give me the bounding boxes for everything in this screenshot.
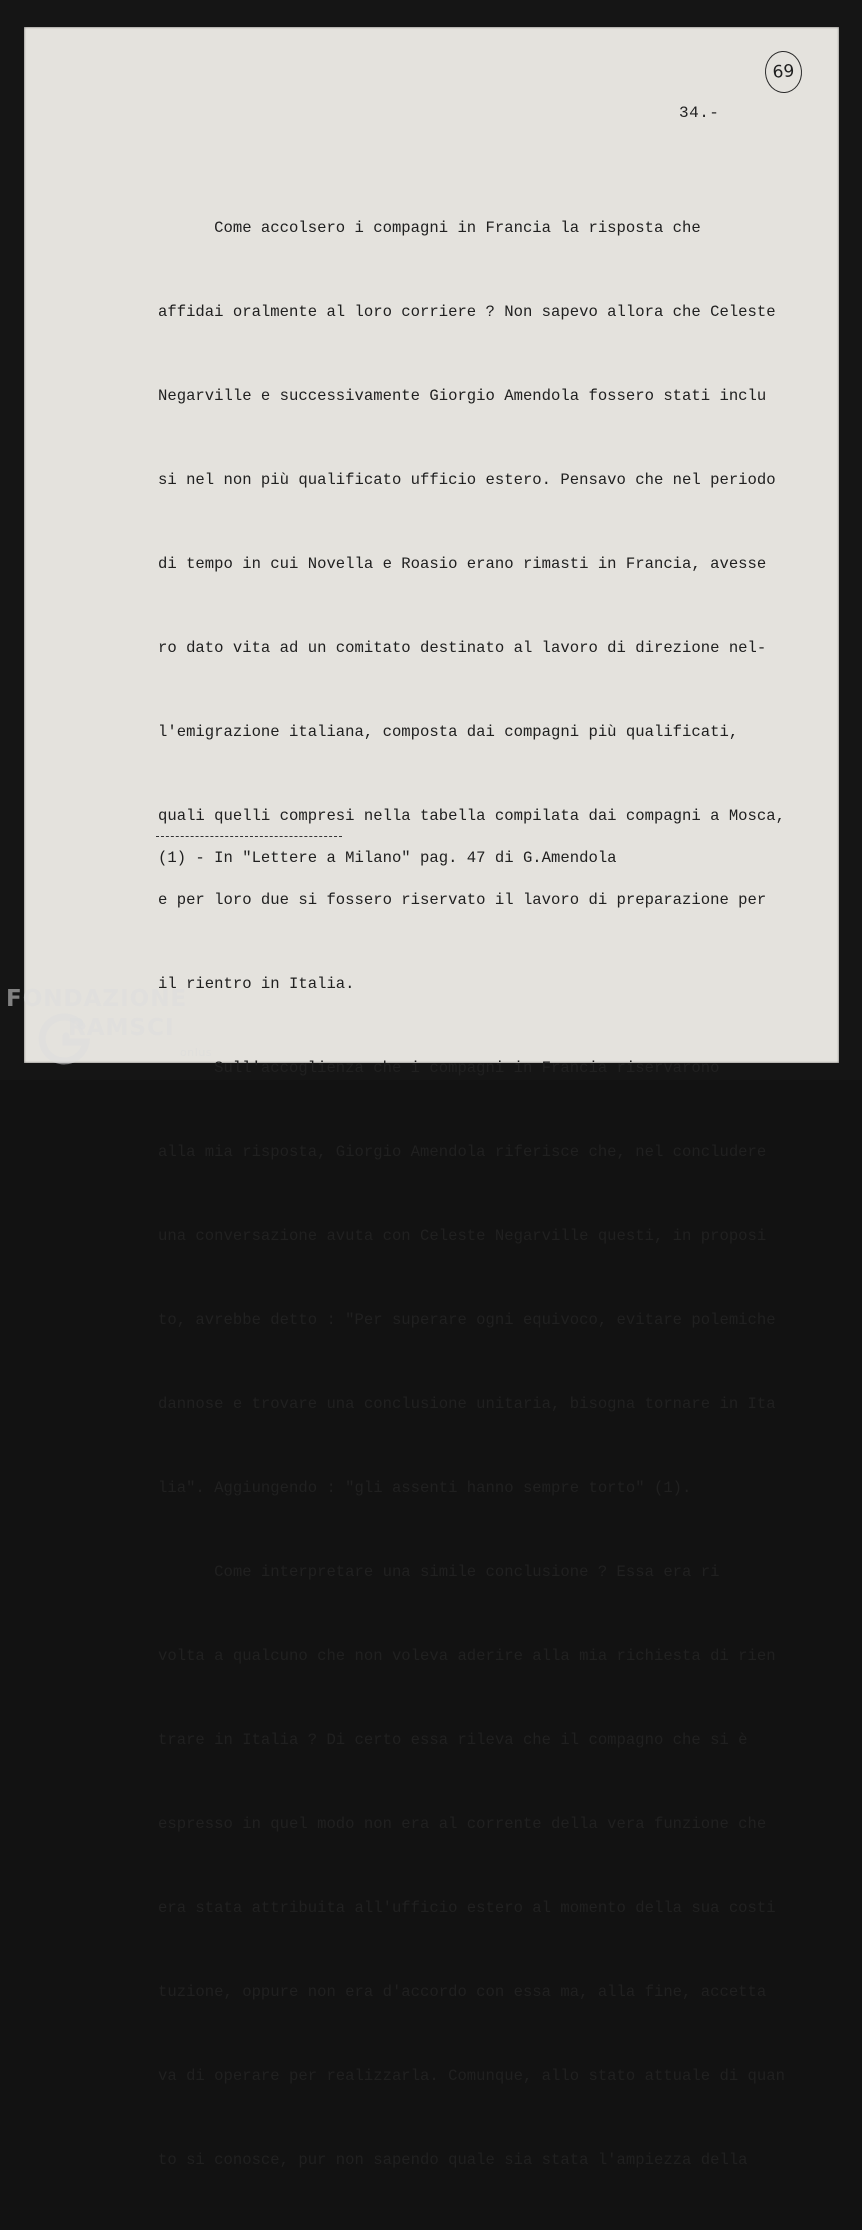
text-line: trare in Italia ? Di certo essa rileva che il compagno che si è xyxy=(158,1731,748,1749)
text-line: e per loro due si fossero riservato il lavoro di preparazione per xyxy=(158,891,767,909)
text-line: di tempo in cui Novella e Roasio erano rimasti in Francia, avesse xyxy=(158,555,767,573)
footnote: (1) - In "Lettere a Milano" pag. 47 di G.Amendola xyxy=(158,849,617,867)
text-line: l'emigrazione italiana, composta dai compagni più qualificati, xyxy=(158,723,739,741)
text-line: affidai oralmente al loro corriere ? Non sapevo allora che Celeste xyxy=(158,303,776,321)
page-number: 34.- xyxy=(679,104,720,122)
text-line: quali quelli compresi nella tabella compilata dai compagni a Mosca, xyxy=(158,807,785,825)
text-line: una conversazione avuta con Celeste Negarville questi, in proposi xyxy=(158,1227,767,1245)
text-line: Sull'accoglienza che i compagni in Francia riservarono xyxy=(158,1059,720,1077)
text-line: il rientro in Italia. xyxy=(158,975,355,993)
text-line: espresso in quel modo non era al corrente della vera funzione che xyxy=(158,1815,767,1833)
text-line: lia". Aggiungendo : "gli assenti hanno sempre torto" (1). xyxy=(158,1479,692,1497)
text-line: va di operare per realizzarla. Comunque, allo stato attuale di quan xyxy=(158,2067,785,2085)
watermark-sub: onlus xyxy=(180,1046,212,1059)
folio-number: 69 xyxy=(772,61,795,83)
text-line: to si conosce, pur non sapendo quale sia stata l'ampiezza della xyxy=(158,2151,748,2169)
text-line: Negarville e successivamente Giorgio Amendola fossero stati inclu xyxy=(158,387,767,405)
text-line: tuzione, oppure non era d'accordo con essa ma, alla fine, accetta xyxy=(158,1983,767,2001)
body-text xyxy=(158,158,808,2230)
text-line: to, avrebbe detto : "Per superare ogni equivoco, evitare polemiche xyxy=(158,1311,776,1329)
footnote-divider xyxy=(156,836,342,837)
text-line: era stata attribuita all'ufficio estero al momento della sua costi xyxy=(158,1899,776,1917)
text-line: si nel non più qualificato ufficio estero. Pensavo che nel periodo xyxy=(158,471,776,489)
text-line: alla mia risposta, Giorgio Amendola riferisce che, nel concludere xyxy=(158,1143,767,1161)
text-line: dannose e trovare una conclusione unitaria, bisogna tornare in Ita xyxy=(158,1395,776,1413)
text-line: ro dato vita ad un comitato destinato al lavoro di direzione nel- xyxy=(158,639,767,657)
text-line: volta a qualcuno che non voleva aderire alla mia richiesta di rien xyxy=(158,1647,776,1665)
text-line: Come interpretare una simile conclusione ? Essa era ri xyxy=(158,1563,720,1581)
fondazione-gramsci-watermark xyxy=(6,986,226,1076)
watermark-line1: FONDAZIONE xyxy=(6,986,188,1012)
watermark-line2: RAMSCI xyxy=(68,1015,175,1041)
text-line: Come accolsero i compagni in Francia la risposta che xyxy=(158,219,701,237)
